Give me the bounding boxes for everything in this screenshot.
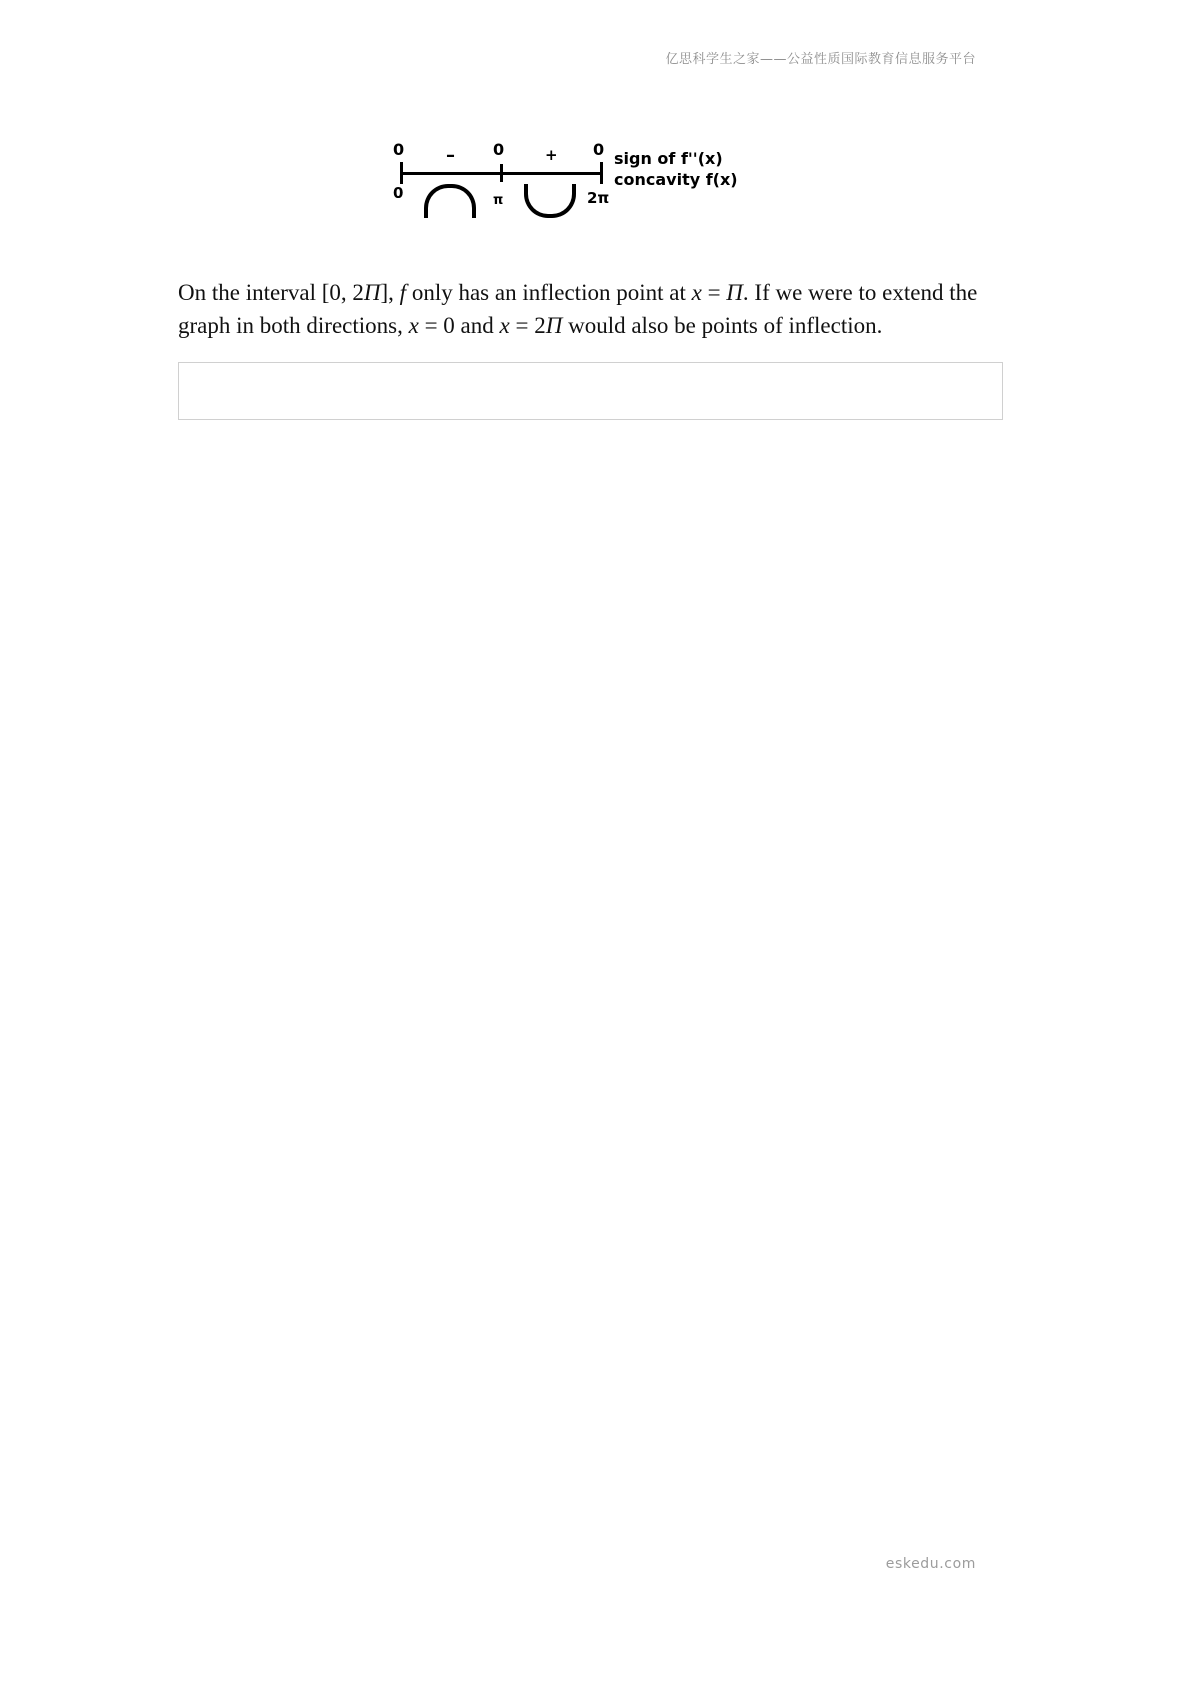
para-x-3: x [499,313,510,338]
para-pi-2: Π [726,280,743,305]
page-footer-site: eskedu.com [885,1556,976,1572]
axis-label-pi: π [493,193,504,208]
zero-label-at-0: 0 [393,140,405,159]
para-part-6: = 0 and [418,313,500,338]
para-x-1: x [691,280,702,305]
para-part-7: = 2 [509,313,546,338]
answer-input-box[interactable] [178,362,1003,420]
tick-pi [500,164,503,182]
figure-legend [614,148,738,190]
para-f: f [399,280,407,305]
axis-label-0: 0 [393,184,404,202]
para-pi-3: Π [545,313,563,338]
para-part-8: would also be points of inflection. [562,313,883,338]
axis-label-2pi: 2π [587,189,610,207]
para-part-5: . If we were to extend the graph in both directions, [178,280,978,338]
sign-negative: – [446,145,455,166]
sign-chart-figure [390,136,750,214]
zero-label-at-2pi: 0 [593,140,605,159]
legend-sign-of-second-derivative: sign of f''(x) [614,149,723,168]
tick-two-pi [600,162,603,184]
para-part-4: = [701,280,727,305]
para-part-2: ], [380,280,400,305]
concave-down-arc-icon [424,184,476,218]
concave-up-arc-icon [524,184,576,218]
para-pi-1: Π [363,280,381,305]
explanation-paragraph [178,276,978,342]
legend-concavity: concavity f(x) [614,170,738,189]
zero-label-at-pi: 0 [493,140,505,159]
para-x-2: x [408,313,419,338]
sign-positive: + [545,146,558,164]
para-part-3: only has an inflection point at [406,280,692,305]
tick-zero [400,162,403,184]
page-header-watermark: 亿思科学生之家——公益性质国际教育信息服务平台 [665,52,976,67]
para-part-1: On the interval [0, 2 [178,280,364,305]
